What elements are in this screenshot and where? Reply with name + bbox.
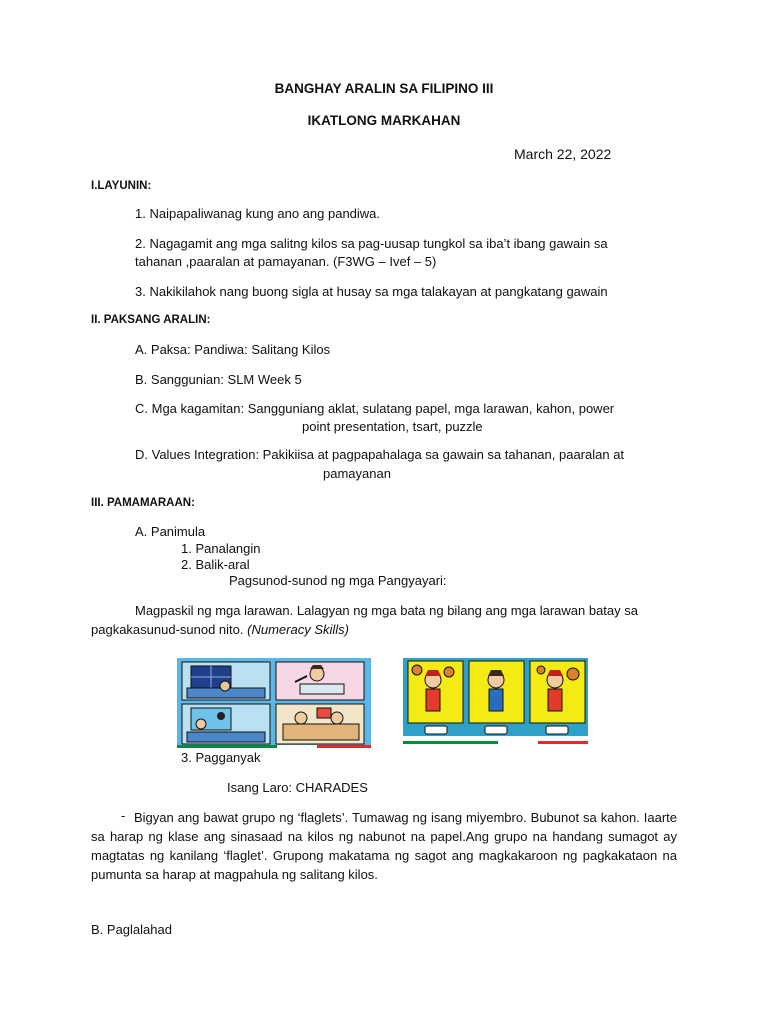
magpaskil-text: pagkakasunud-sunod nito. <box>91 622 244 637</box>
values-integration-line-2: pamayanan <box>323 466 391 481</box>
magpaskil-line-1: Magpaskil ng mga larawan. Lalagyan ng mga bata ng bilang ang mga larawan batay sa <box>135 603 638 618</box>
magpaskil-line-2 <box>91 622 349 637</box>
section-heading-layunin: I.LAYUNIN: <box>91 180 152 192</box>
values-integration-line-1: D. Values Integration: Pakikiisa at pagpapahalaga sa gawain sa tahanan, paaralan at <box>135 447 625 462</box>
paksa-line: A. Paksa: Pandiwa: Salitang Kilos <box>135 342 331 357</box>
layunin-item-2-line-1: 2. Nagagamit ang mga salitng kilos sa pag-uusap tungkol sa iba’t ibang gawain sa <box>135 236 608 251</box>
white-stripe <box>498 741 538 744</box>
balik-aral-line: 2. Balik-aral <box>181 557 250 572</box>
section-heading-paksang-aralin: II. PAKSANG ARALIN: <box>91 314 211 326</box>
layunin-item-1: 1. Naipapaliwanag kung ano ang pandiwa. <box>135 206 381 221</box>
sequence-picture-2 <box>403 658 588 744</box>
three-panels-illustration <box>403 658 588 744</box>
section-heading-pamamaraan: III. PAMAMARAAN: <box>91 497 195 509</box>
numeracy-skills-label: (Numeracy Skills) <box>247 622 349 637</box>
pagganyak-line: 3. Pagganyak <box>181 750 261 765</box>
charades-line: Isang Laro: CHARADES <box>227 780 368 795</box>
layunin-item-2-line-2: tahanan ,paaralan at pamayanan. (F3WG – Ivef – 5) <box>135 254 437 269</box>
charades-instructions: Bigyan ang bawat grupo ng ‘flaglets’. Tumawag ng isang miyembro. Bubunot sa kahon. Iaarte sa harap ng klase ang sinasaad na kilos ng nabunot na papel.Ang grupo na handang sumagot ay magtatas ng kanilang ‘flaglet’. Grupong makatama ng sagot ang magkakaroon ng pagkakataon na pumunta sa harap at magpahula ng salitang kilos. <box>91 810 677 882</box>
green-stripe <box>403 741 498 744</box>
red-stripe <box>538 741 588 744</box>
paglalahad-line: B. Paglalahad <box>91 922 172 937</box>
white-stripe <box>277 745 317 748</box>
sequence-picture-1 <box>177 658 371 748</box>
document-title: BANGHAY ARALIN SA FILIPINO III <box>274 81 494 96</box>
panimula-line: A. Panimula <box>135 524 206 539</box>
document-subtitle: IKATLONG MARKAHAN <box>307 113 461 128</box>
red-stripe <box>317 745 371 748</box>
panalangin-line: 1. Panalangin <box>181 541 261 556</box>
green-stripe <box>177 745 277 748</box>
kagamitan-line-2: point presentation, tsart, puzzle <box>302 419 483 434</box>
pagsunod-sunod-line: Pagsunod-sunod ng mga Pangyayari: <box>229 573 447 588</box>
layunin-item-3: 3. Nakikilahok nang buong sigla at husay sa mga talakayan at pangkatang gawain <box>135 284 608 299</box>
instruction-dash: - <box>121 808 126 823</box>
kagamitan-line-1: C. Mga kagamitan: Sangguniang aklat, sulatang papel, mga larawan, kahon, power <box>135 401 615 416</box>
document-date: March 22, 2022 <box>514 146 612 162</box>
comic-panels-illustration <box>177 658 371 748</box>
sanggunian-line: B. Sanggunian: SLM Week 5 <box>135 372 302 387</box>
